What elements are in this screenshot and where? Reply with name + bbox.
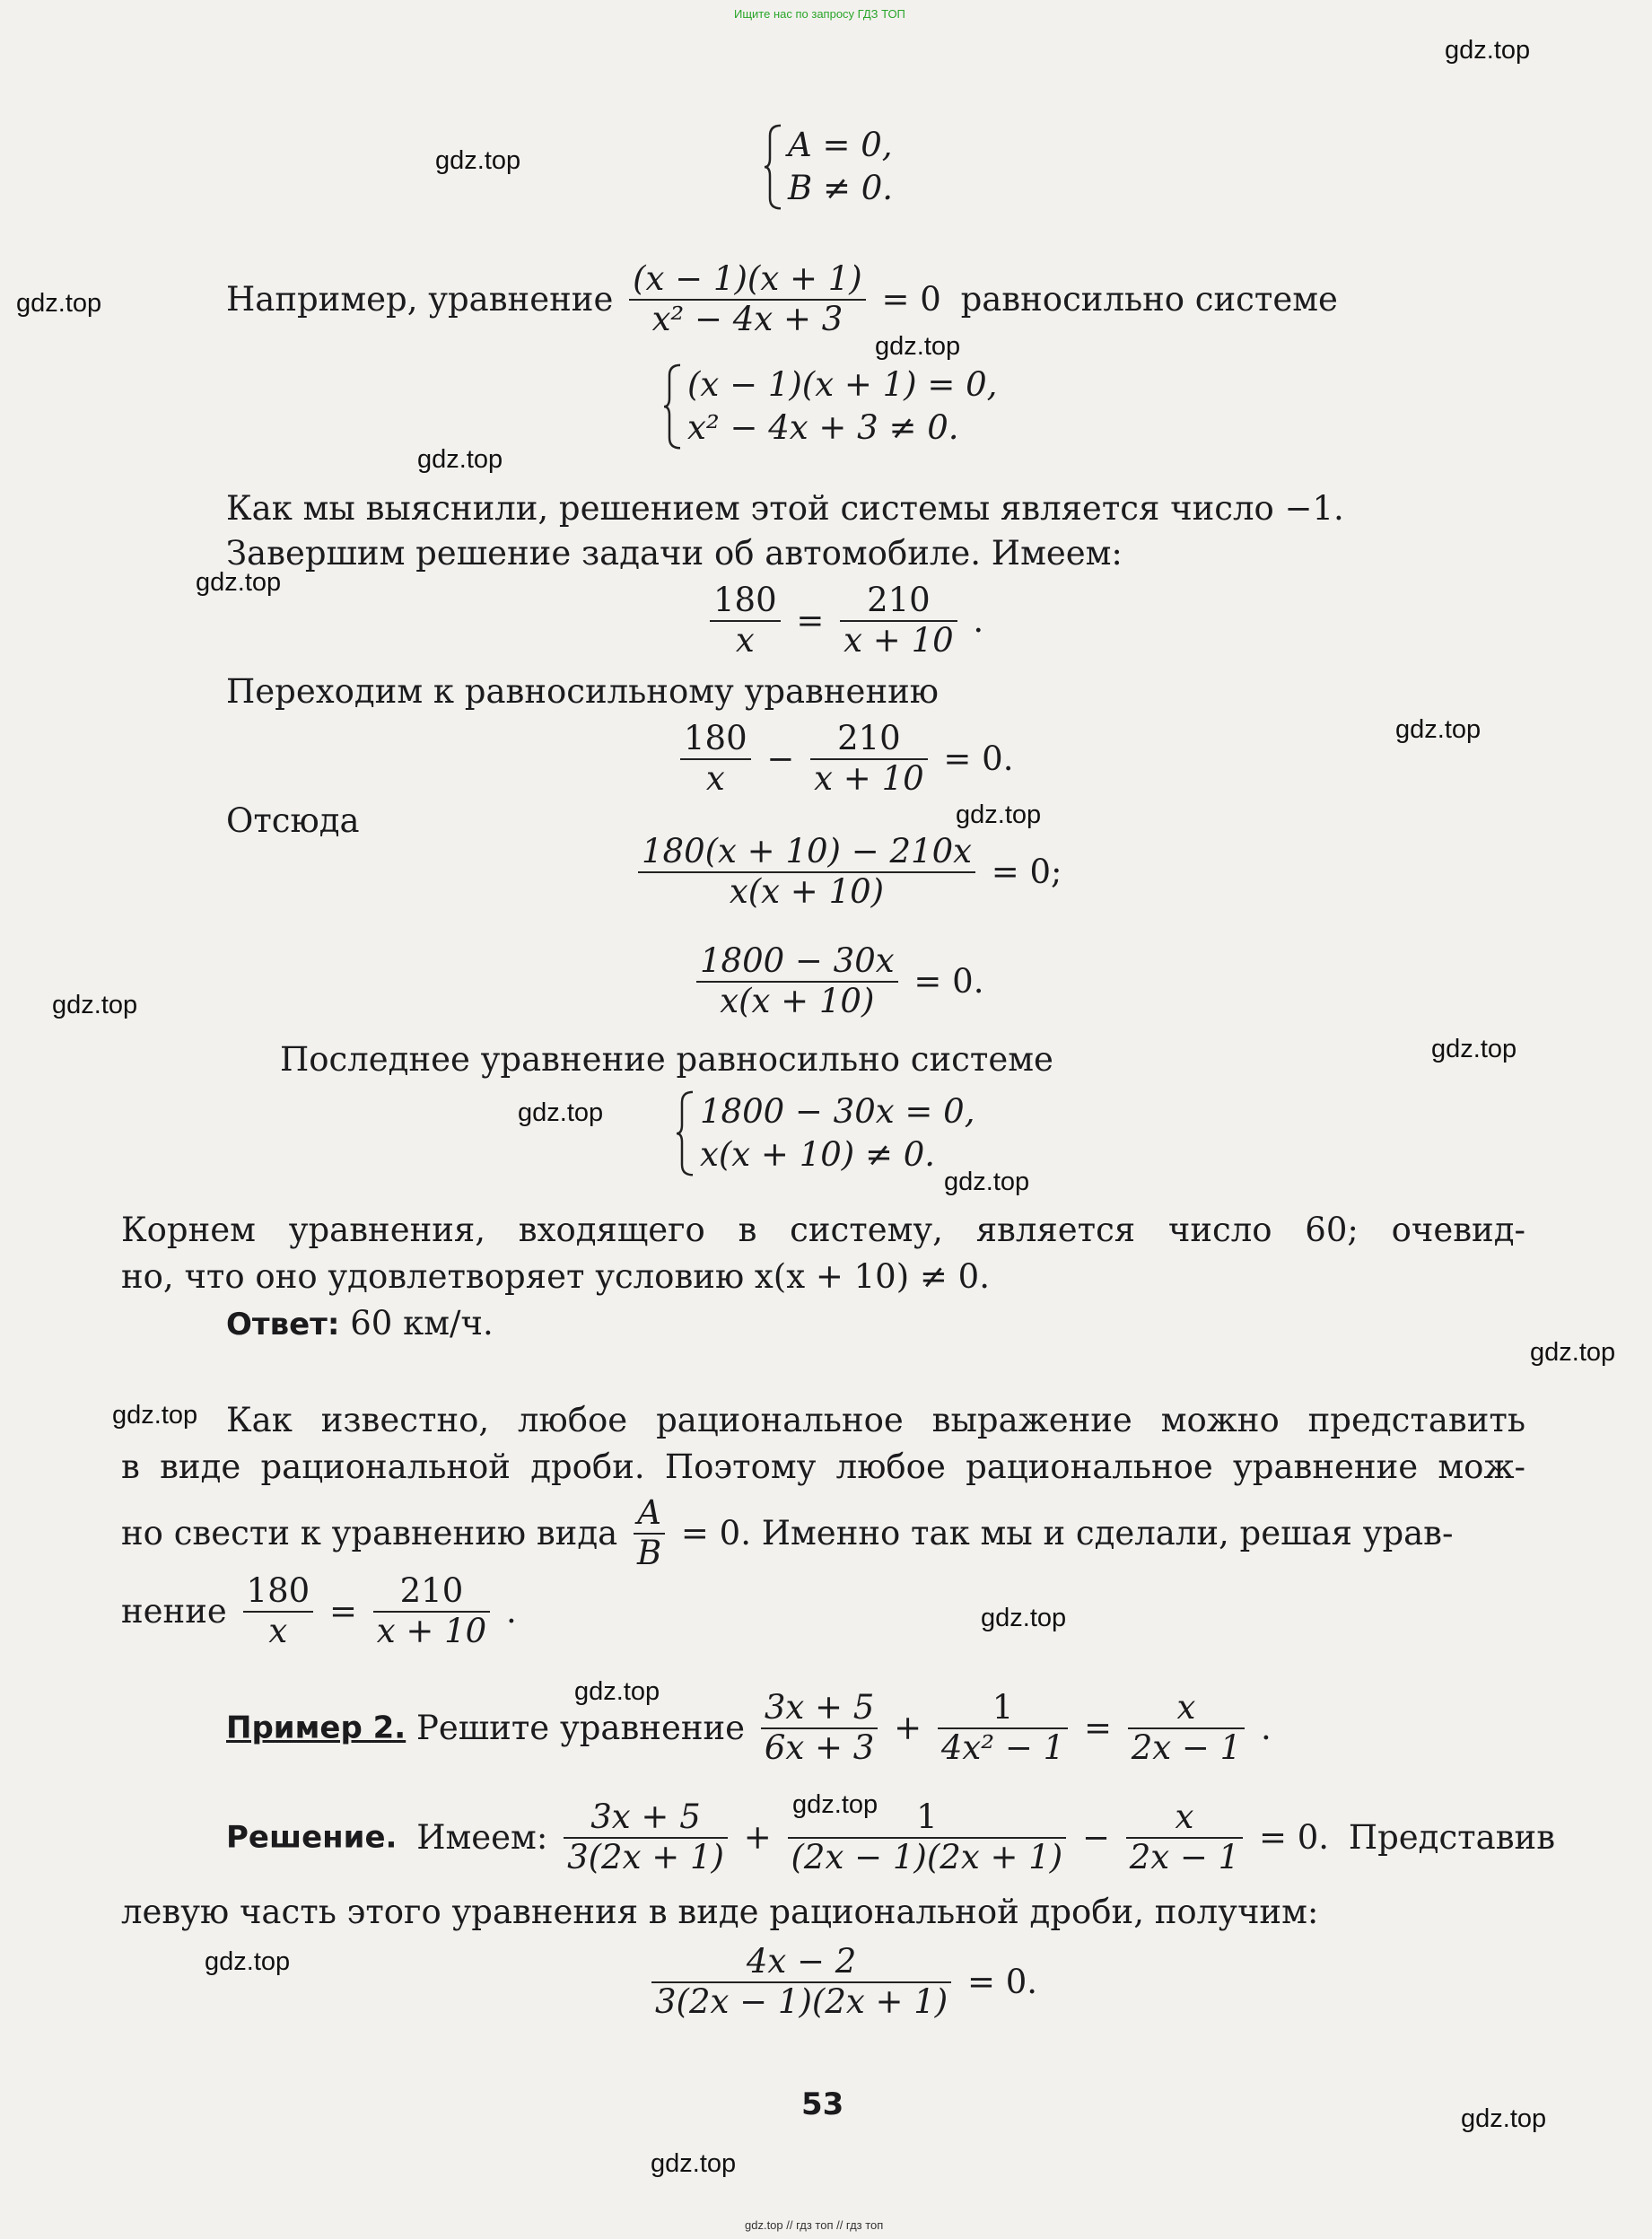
fraction-numerator: (x − 1)(x + 1) — [633, 259, 862, 298]
fraction — [710, 582, 781, 660]
system-3 — [675, 1090, 975, 1176]
watermark: gdz.top — [112, 1401, 198, 1430]
watermark: gdz.top — [574, 1677, 660, 1706]
watermark: gdz.top — [1395, 715, 1482, 744]
top-search-note: Ищите нас по запросу ГДЗ ТОП — [734, 7, 905, 21]
fraction — [243, 1572, 314, 1650]
fraction — [810, 720, 927, 798]
system-line: A = 0, — [788, 126, 893, 164]
fraction — [1128, 1689, 1245, 1767]
fraction — [629, 260, 866, 338]
text: = 0. Именно так мы и сделали, решая урав- — [680, 1514, 1454, 1553]
system-line: x² − 4x + 3 ≠ 0. — [687, 408, 959, 448]
watermark: gdz.top — [944, 1168, 1030, 1196]
example-2 — [226, 1689, 1272, 1767]
operator: = — [328, 1592, 357, 1631]
watermark: gdz.top — [1461, 2104, 1547, 2133]
operator: = 0. — [913, 962, 984, 1001]
paragraph-line: левую часть этого уравнения в виде рациональной дроби, получим: — [121, 1893, 1319, 1931]
operator: = 0. — [943, 739, 1014, 779]
example-label: Пример 2. — [226, 1710, 406, 1746]
answer-value: 60 км/ч. — [350, 1304, 494, 1343]
fraction-numerator: 180 — [246, 1571, 310, 1610]
watermark: gdz.top — [196, 568, 282, 597]
fraction-denominator: 2x − 1 — [1129, 1837, 1240, 1876]
fraction — [564, 1798, 728, 1876]
fraction — [761, 1689, 878, 1767]
operator: − — [766, 739, 795, 779]
fraction-denominator: x + 10 — [814, 758, 924, 798]
system-line: 1800 − 30x = 0, — [700, 1092, 975, 1131]
watermark: gdz.top — [518, 1098, 604, 1127]
solution-label: Решение. — [226, 1819, 398, 1856]
fraction-numerator: 1 — [992, 1688, 1014, 1727]
text: Например, уравнение — [226, 280, 614, 319]
equation-2 — [675, 720, 1014, 798]
fraction-denominator: 3(2x − 1)(2x + 1) — [655, 1981, 948, 2021]
watermark: gdz.top — [1445, 36, 1531, 65]
paragraph: Последнее уравнение равносильно системе — [280, 1040, 1053, 1079]
page-number: 53 — [801, 2086, 844, 2122]
operator: = — [1083, 1709, 1112, 1748]
fraction — [1126, 1798, 1243, 1876]
fraction-numerator: 3x + 5 — [590, 1797, 701, 1836]
watermark: gdz.top — [875, 332, 961, 361]
equation-5 — [646, 1943, 1037, 2021]
fraction-numerator: 210 — [837, 719, 901, 757]
brace-icon — [662, 363, 684, 450]
system-line: B ≠ 0. — [788, 169, 894, 208]
paragraph: Как мы выяснили, решением этой системы является число −1. — [226, 489, 1344, 528]
fraction-denominator: x — [705, 758, 725, 798]
system-line: x(x + 10) ≠ 0. — [700, 1135, 936, 1175]
fraction — [840, 582, 957, 660]
fraction — [680, 720, 751, 798]
watermark: gdz.top — [981, 1604, 1067, 1632]
operator: . — [1261, 1709, 1272, 1748]
text: Решите уравнение — [415, 1709, 746, 1748]
watermark: gdz.top — [16, 289, 102, 318]
brace-icon — [763, 124, 784, 210]
text: = 0 — [881, 280, 941, 319]
operator: + — [743, 1818, 772, 1858]
fraction-denominator: B — [636, 1533, 662, 1572]
fraction — [638, 833, 975, 911]
fraction-denominator: 6x + 3 — [764, 1727, 875, 1767]
operator: = 0. — [1258, 1818, 1330, 1858]
text: Представив — [1348, 1818, 1556, 1858]
text: нение — [121, 1592, 227, 1631]
fraction — [373, 1572, 490, 1650]
watermark: gdz.top — [205, 1947, 291, 1976]
fraction-numerator: 210 — [399, 1571, 464, 1610]
answer-label: Ответ: — [226, 1307, 340, 1343]
system-line: (x − 1)(x + 1) = 0, — [687, 365, 998, 404]
watermark: gdz.top — [651, 2149, 737, 2178]
paragraph-example-equation — [226, 260, 1338, 338]
text: но свести к уравнению вида — [121, 1514, 618, 1553]
equation-1 — [704, 582, 983, 660]
watermark: gdz.top — [1530, 1338, 1616, 1367]
operator: = 0; — [991, 853, 1062, 892]
watermark: gdz.top — [417, 445, 503, 474]
fraction-numerator: 180 — [684, 719, 747, 757]
operator: + — [894, 1709, 922, 1748]
fraction-numerator: 4x − 2 — [746, 1942, 857, 1981]
paragraph-line: Корнем уравнения, входящего в систему, является число 60; очевид- — [121, 1211, 1525, 1249]
fraction-denominator: 2x − 1 — [1131, 1727, 1242, 1767]
fraction-denominator: x + 10 — [843, 620, 954, 660]
fraction-denominator: x — [735, 620, 755, 660]
text: Имеем: — [416, 1818, 548, 1858]
fraction-denominator: x² − 4x + 3 — [651, 299, 843, 338]
fraction-denominator: x(x + 10) — [720, 981, 875, 1020]
system-2 — [662, 363, 997, 450]
paragraph-line — [121, 1572, 517, 1650]
equation-4 — [691, 942, 983, 1020]
watermark: gdz.top — [956, 800, 1042, 829]
watermark: gdz.top — [1431, 1035, 1517, 1063]
solution — [226, 1798, 1555, 1876]
fraction-denominator: x + 10 — [376, 1611, 487, 1650]
operator: = — [796, 601, 825, 641]
fraction-denominator: x(x + 10) — [729, 871, 885, 911]
paragraph: Отсюда — [226, 801, 360, 840]
paragraph: Завершим решение задачи об автомобиле. Имеем: — [226, 534, 1123, 573]
watermark: gdz.top — [435, 146, 521, 175]
fraction-denominator: x — [268, 1611, 288, 1650]
fraction-denominator: 3(2x + 1) — [567, 1837, 724, 1876]
text: равносильно системе — [960, 280, 1338, 319]
operator: − — [1081, 1818, 1110, 1858]
fraction — [651, 1943, 951, 2021]
fraction-numerator: 210 — [867, 581, 931, 619]
operator: . — [973, 601, 984, 641]
fraction — [938, 1689, 1068, 1767]
fraction-numerator: 1800 − 30x — [700, 941, 895, 980]
fraction-numerator: 3x + 5 — [764, 1688, 875, 1727]
fraction-numerator: 180 — [713, 581, 777, 619]
fraction — [634, 1494, 665, 1572]
fraction-denominator: (2x − 1)(2x + 1) — [791, 1837, 1063, 1876]
paragraph: Переходим к равносильному уравнению — [226, 672, 939, 711]
fraction-denominator: 4x² − 1 — [940, 1727, 1065, 1767]
fraction-numerator: x — [1175, 1797, 1194, 1836]
operator: . — [505, 1592, 517, 1631]
paragraph-line: в виде рациональной дроби. Поэтому любое рациональное уравнение мож- — [121, 1447, 1525, 1486]
answer-line — [226, 1304, 494, 1343]
watermark: gdz.top — [792, 1790, 878, 1819]
brace-icon — [675, 1090, 696, 1176]
watermark: gdz.top — [52, 991, 138, 1019]
fraction-numerator: x — [1176, 1688, 1196, 1727]
system-a-b — [763, 124, 893, 210]
paragraph-line — [121, 1494, 1525, 1572]
fraction-numerator: 1 — [916, 1797, 938, 1836]
fraction-numerator: A — [637, 1493, 661, 1532]
fraction — [696, 942, 898, 1020]
paragraph-line: но, что оно удовлетворяет условию x(x + 10) ≠ 0. — [121, 1257, 990, 1296]
bottom-watermark-note: gdz.top // гдз топ // гдз топ — [745, 2218, 884, 2232]
equation-3 — [633, 833, 1062, 911]
operator: = 0. — [967, 1963, 1038, 2002]
fraction-numerator: 180(x + 10) − 210x — [642, 832, 972, 870]
paragraph-line: Как известно, любое рациональное выражение можно представить — [226, 1401, 1525, 1439]
